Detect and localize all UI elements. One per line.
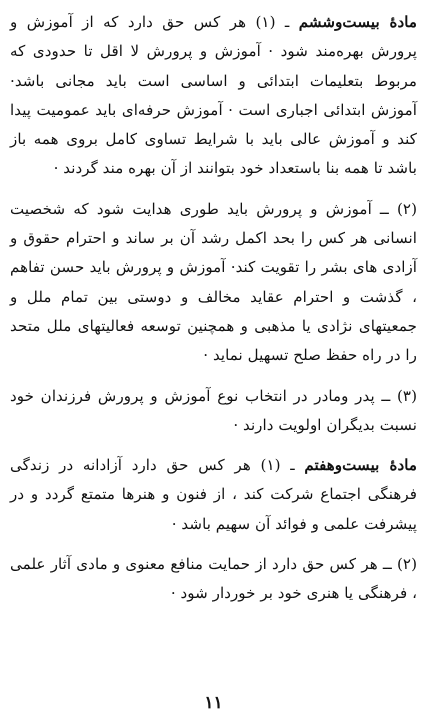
article-27-clause-1-text: ـ (۱) هر کس حق دارد آزادانه در زندگی فرهنگی اجتماع شرکت کند ، از فنون و هنرها متمتع گردد و در پیشرفت علمی و فوائد آن سهیم باشد · xyxy=(10,456,417,533)
page-number: ۱۱ xyxy=(204,693,223,713)
article-27-paragraph-2: (۲) ــ هر کس حق دارد از حمایت منافع معنوی و مادی آثار علمی ، فرهنگی یا هنری خود بر خوردار شود · xyxy=(10,555,417,603)
article-26-heading: مادهٔ بیست‌وششم xyxy=(298,13,418,31)
article-27-heading: مادهٔ بیست‌وهفتم xyxy=(304,456,418,475)
article-26-clause-1-text: ـ (۱) هر کس حق دارد که از آموزش و پرورش بهره‌مند شود · آموزش و پرورش لا اقل تا حدودی که مربوط بتعلیمات ابتدائی و اساسی است باید مجانی باشد· آموزش ابتدائی اجباری است · آموزش حرفه‌ای باید عمومیت پیدا کند و آموزش عالی باید با شرایط تساوی کامل بروی همه باز باشد تا همه بنا باستعداد خود بتوانند از آن بهره مند گردند · xyxy=(10,13,417,178)
article-26-paragraph-2: (۲) ــ آموزش و پرورش باید طوری هدایت شود که شخصیت انسانی هر کس را بحد اکمل رشد آن بر ساند و احترام حقوق و آزادی های بشر را تقویت کند· آموزش و پرورش باید حسن تفاهم ، گذشت و احترام عقاید مخالف و دوستی بین تمام ملل و جمعیتهای نژادی یا مذهبی و همچنین توسعه فعالیتهای ملل متحد را در راه حفظ صلح تسهیل نماید · xyxy=(10,199,417,365)
article-26-paragraph-1 xyxy=(10,8,417,184)
article-26-paragraph-3: (۳) ــ پدر ومادر در انتخاب نوع آموزش و پرورش فرزندان خود نسبت بدیگران اولویت دارند · xyxy=(10,386,417,434)
article-27-paragraph-1 xyxy=(10,451,417,539)
document-page xyxy=(10,8,417,648)
